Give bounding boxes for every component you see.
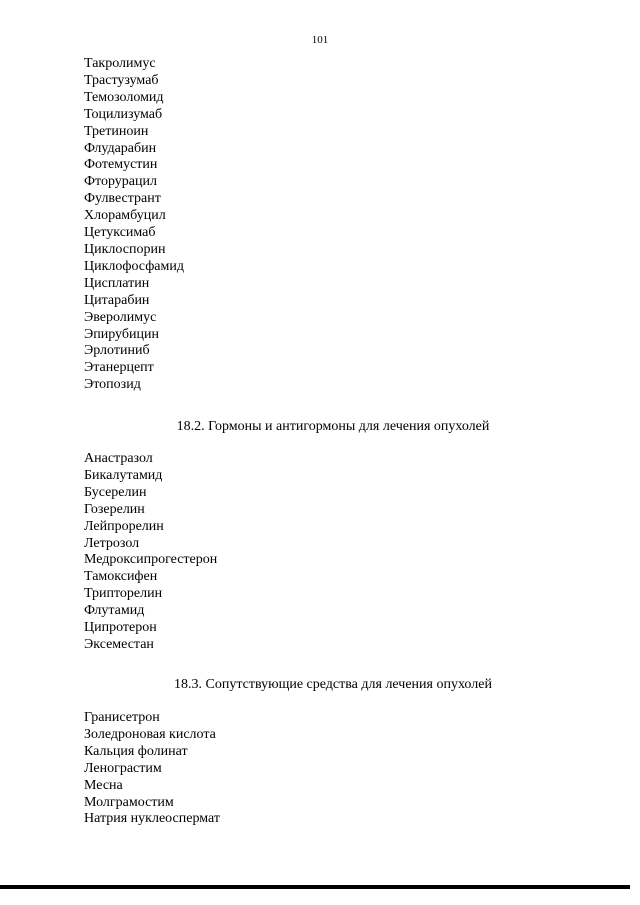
list-item: Фотемустин (84, 157, 158, 173)
list-item: Ципротерон (84, 620, 157, 636)
list-item: Месна (84, 777, 123, 793)
list-item: Молграмостим (84, 794, 174, 810)
list-item: Трипторелин (84, 586, 163, 602)
list-item: Цисплатин (84, 275, 150, 291)
list-item: Медроксипрогестерон (84, 552, 218, 568)
list-item: Этопозид (84, 377, 141, 393)
list-item: Флударабин (84, 140, 157, 156)
section-heading-supportive: 18.3. Сопутствующие средства для лечения опухолей (174, 677, 492, 692)
list-item: Бусерелин (84, 484, 147, 500)
section-heading-hormones: 18.2. Гормоны и антигормоны для лечения опухолей (176, 419, 490, 434)
list-item: Циклоспорин (84, 241, 166, 257)
list-item: Эксеместан (84, 636, 154, 652)
list-item: Натрия нуклеоспермат (84, 811, 220, 827)
list-item: Тамоксифен (84, 569, 158, 585)
page-number: 101 (311, 34, 329, 46)
list-item: Летрозол (84, 535, 140, 551)
list-item: Эверолимус (84, 309, 157, 325)
list-item: Гранисетрон (84, 710, 160, 725)
list-item: Циклофосфамид (84, 258, 184, 274)
list-item: Хлорамбуцил (84, 208, 166, 224)
list-item: Эпирубицин (84, 326, 159, 342)
bottom-rule (0, 885, 630, 889)
list-item: Ленограстим (84, 760, 162, 776)
list-item: Такролимус (84, 56, 156, 71)
list-item: Фторурацил (84, 174, 157, 190)
list-item: Третиноин (84, 123, 149, 139)
list-item: Тоцилизумаб (84, 106, 163, 122)
drug-list-hormones (84, 451, 217, 654)
list-item: Лейпрорелин (84, 518, 164, 534)
list-item: Золедроновая кислота (84, 726, 216, 742)
list-item: Цитарабин (84, 292, 150, 308)
list-item: Фулвестрант (84, 191, 161, 207)
list-item: Темозоломид (84, 89, 164, 105)
drug-list-supportive (84, 710, 220, 828)
list-item: Цетуксимаб (84, 225, 156, 241)
list-item: Бикалутамид (84, 467, 163, 483)
list-item: Трастузумаб (84, 72, 159, 88)
list-item: Гозерелин (84, 501, 145, 517)
list-item: Анастразол (84, 451, 153, 466)
list-item: Эрлотиниб (84, 343, 150, 359)
list-item: Флутамид (84, 603, 145, 619)
list-item: Этанерцепт (84, 360, 154, 376)
list-item: Кальция фолинат (84, 743, 188, 759)
drug-list-section-1 (84, 56, 184, 394)
